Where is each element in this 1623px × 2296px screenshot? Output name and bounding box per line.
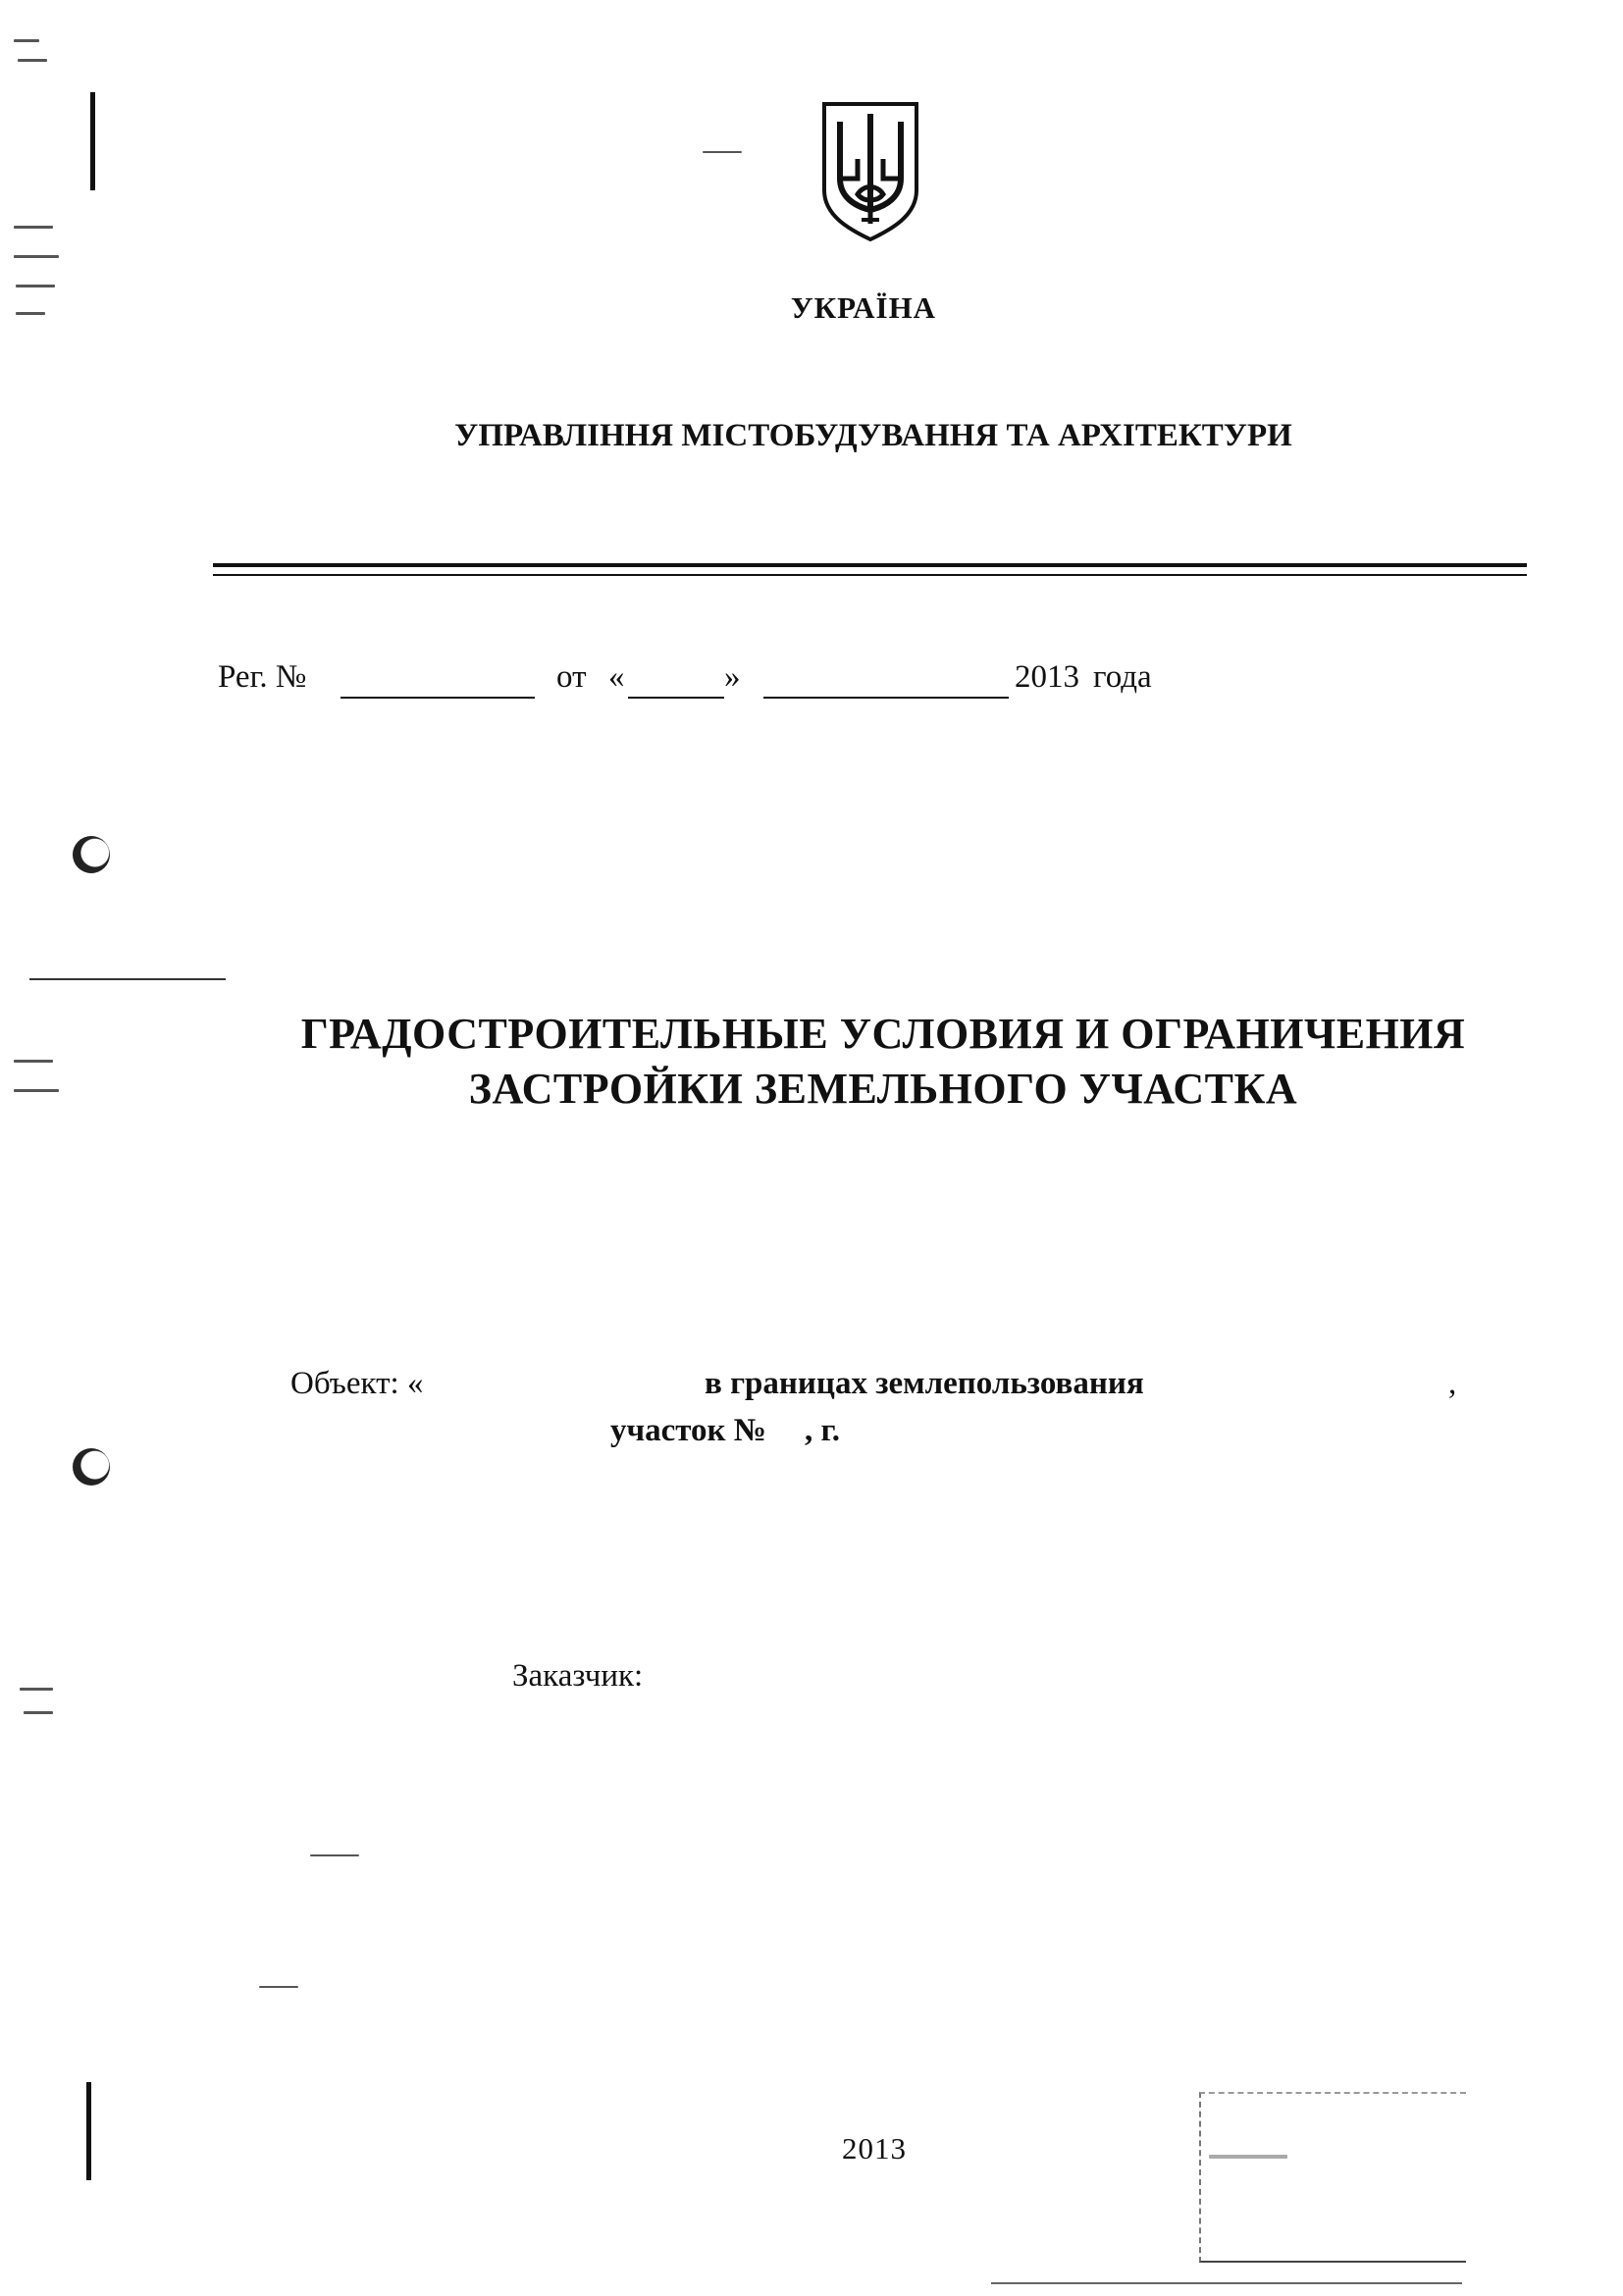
header-divider-thin — [213, 574, 1527, 576]
document-title — [196, 1007, 1570, 1117]
scan-bottom-edge — [991, 2282, 1462, 2284]
object-label: Объект: « — [290, 1366, 424, 1401]
scan-speck — [14, 255, 59, 258]
scan-speck — [14, 1089, 59, 1092]
footer-year: 2013 — [842, 2131, 907, 2166]
registration-year: 2013 — [1015, 659, 1079, 695]
quote-open: « — [608, 659, 625, 695]
date-from-label: от — [556, 659, 587, 695]
quote-close: » — [724, 659, 741, 695]
scan-speck — [24, 1711, 53, 1714]
scan-speck — [14, 1060, 53, 1063]
month-blank — [763, 697, 1009, 699]
scan-speck — [18, 59, 47, 62]
scan-binding-mark-bottom — [86, 2082, 91, 2180]
document-title-line-1: ГРАДОСТРОИТЕЛЬНЫЕ УСЛОВИЯ И ОГРАНИЧЕНИЯ — [300, 1010, 1466, 1058]
scan-speck — [310, 1854, 359, 1856]
scan-speck — [14, 39, 39, 42]
reg-number-blank — [340, 697, 535, 699]
trident-coat-of-arms-icon — [818, 100, 922, 241]
registration-year-suffix: года — [1093, 659, 1152, 695]
header-divider-thick — [213, 563, 1527, 567]
scan-binding-mark-top — [90, 92, 95, 190]
document-title-line-2: ЗАСТРОЙКИ ЗЕМЕЛЬНОГО УЧАСТКА — [468, 1065, 1298, 1113]
customer-label: Заказчик: — [512, 1658, 644, 1694]
punch-hole-top — [73, 836, 110, 873]
scan-speck — [1209, 2155, 1287, 2159]
scan-speck — [16, 312, 45, 315]
scan-speck — [14, 226, 53, 229]
plot-city-label: , г. — [805, 1413, 841, 1448]
object-comma: , — [1448, 1366, 1457, 1401]
plot-number-label: участок № — [610, 1413, 766, 1448]
country-name: УКРАЇНА — [790, 290, 937, 325]
punch-hole-bottom — [73, 1448, 110, 1486]
scan-speck — [703, 151, 742, 153]
scan-side-rule — [29, 978, 226, 980]
scan-speck — [259, 1986, 298, 1988]
department-name: УПРАВЛІННЯ МІСТОБУДУВАННЯ ТА АРХІТЕКТУРИ — [454, 418, 1292, 453]
scan-speck — [20, 1688, 53, 1691]
faded-stamp-box — [1199, 2092, 1466, 2263]
scan-speck — [16, 285, 55, 287]
day-blank — [628, 697, 724, 699]
reg-number-label: Рег. № — [218, 659, 307, 695]
object-within-label: в границах землепользования — [705, 1366, 1144, 1401]
